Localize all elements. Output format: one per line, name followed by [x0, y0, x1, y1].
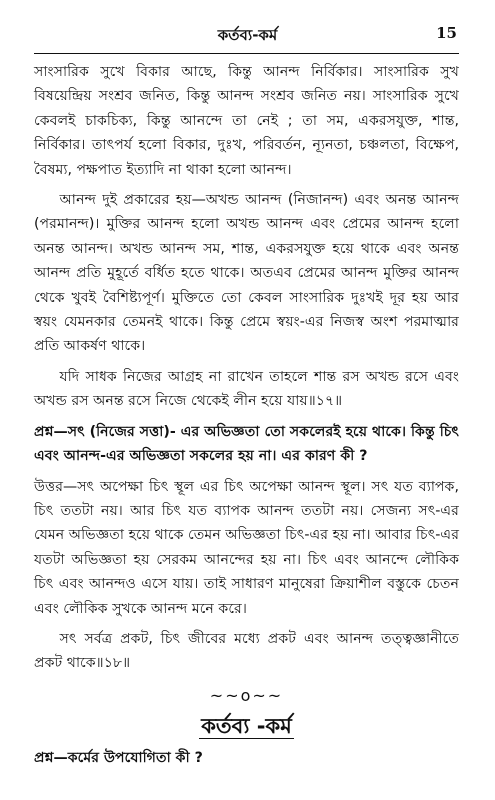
page-number: 15	[436, 24, 457, 42]
paragraph-4: সৎ সর্বত্র প্রকট, চিৎ জীবের মধ্যে প্রকট এবং আনন্দ তত্ত্বজ্ঞানীতে প্রকট থাকে॥১৮॥	[34, 630, 459, 672]
page-body	[34, 60, 459, 777]
paragraph-2: আনন্দ দুই প্রকারের হয়—অখন্ড আনন্দ (নিজানন্দ) এবং অনন্ত আনন্দ (পরমানন্দ)। মুক্তির আনন্দ হলো অখন্ড আনন্দ এবং প্রেমের আনন্দ হলো অনন্ত আনন্দ। অখন্ড আনন্দ সম, শান্ত, একরসযুক্ত হয়ে থাকে এবং অনন্ত আনন্দ প্রতি মুহূর্তে বর্ধিত হতে থাকে। অতএব প্রেমের আনন্দ মুক্তির আনন্দ থেকে খুবই বৈশিষ্ট্যপূর্ণ। মুক্তিতে তো কেবল সাংসারিক দুঃখই দূর হয় আর স্বয়ং যেমনকার তেমনই থাকে। কিন্তু প্রেমে স্বয়ং-এর নিজস্ব অংশ পরমাত্মার প্রতি আকর্ষণ থাকে।	[34, 192, 459, 355]
page-header	[0, 24, 495, 50]
question-1: প্রশ্ন—সৎ (নিজের সত্তা)- এর অভিজ্ঞতা তো সকলেরই হয়ে থাকে। কিন্তু চিৎ এবং আনন্দ-এর অভিজ্ঞতা সকলের হয় না। এর কারণ কী ?	[34, 423, 459, 465]
section-title-text: কর্তব্য -কর্ম	[201, 714, 292, 739]
paragraph-1: সাংসারিক সুখে বিকার আছে, কিন্তু আনন্দ নির্বিকার। সাংসারিক সুখ বিষয়েন্দ্রিয় সংশ্রব জনিত, কিন্তু আনন্দ সংশ্রব জনিত নয়। সাংসারিক সুখে কেবলই চাকচিক্য, কিন্তু আনন্দে তা নেই ; তা সম, একরসযুক্ত, শান্ত, নির্বিকার। তাৎপর্য হলো বিকার, দুঃখ, পরিবর্তন, ন্যূনতা, চঞ্চলতা, বিক্ষেপ, বৈষম্য, পক্ষপাত ইত্যাদি না থাকা হলো আনন্দ।	[34, 64, 459, 178]
paragraph-3: যদি সাধক নিজের আগ্রহ না রাখেন তাহলে শান্ত রস অখন্ড রসে এবং অখন্ড রস অনন্ত রসে নিজে থেকেই লীন হয়ে যায়॥১৭॥	[34, 368, 459, 410]
question-2: প্রশ্ন—কর্মের উপযোগিতা কী ?	[34, 750, 203, 767]
section-title	[34, 710, 459, 742]
running-title: কর্তব্য-কর্ম	[217, 26, 278, 44]
header-rule	[34, 53, 459, 54]
answer-1: উত্তর—সৎ অপেক্ষা চিৎ স্থূল এর চিৎ অপেক্ষা আনন্দ স্থূল। সৎ যত ব্যাপক, চিৎ ততটা নয়। আর চিৎ যত ব্যাপক আনন্দ ততটা নয়। সেজন্য সৎ-এর যেমন অভিজ্ঞতা হয়ে থাকে তেমন অভিজ্ঞতা চিৎ-এর হয় না। আবার চিৎ-এর যতটা অভিজ্ঞতা হয় সেরকম আনন্দের হয় না। চিৎ এবং আনন্দে লৌকিক চিৎ এবং আনন্দও এসে যায়। তাই সাধারণ মানুষেরা ক্রিয়াশীল বস্তুকে চেতন এবং লৌকিক সুখকে আনন্দ মনে করে।	[34, 478, 459, 617]
section-ornament: ~~o~~	[209, 685, 284, 705]
